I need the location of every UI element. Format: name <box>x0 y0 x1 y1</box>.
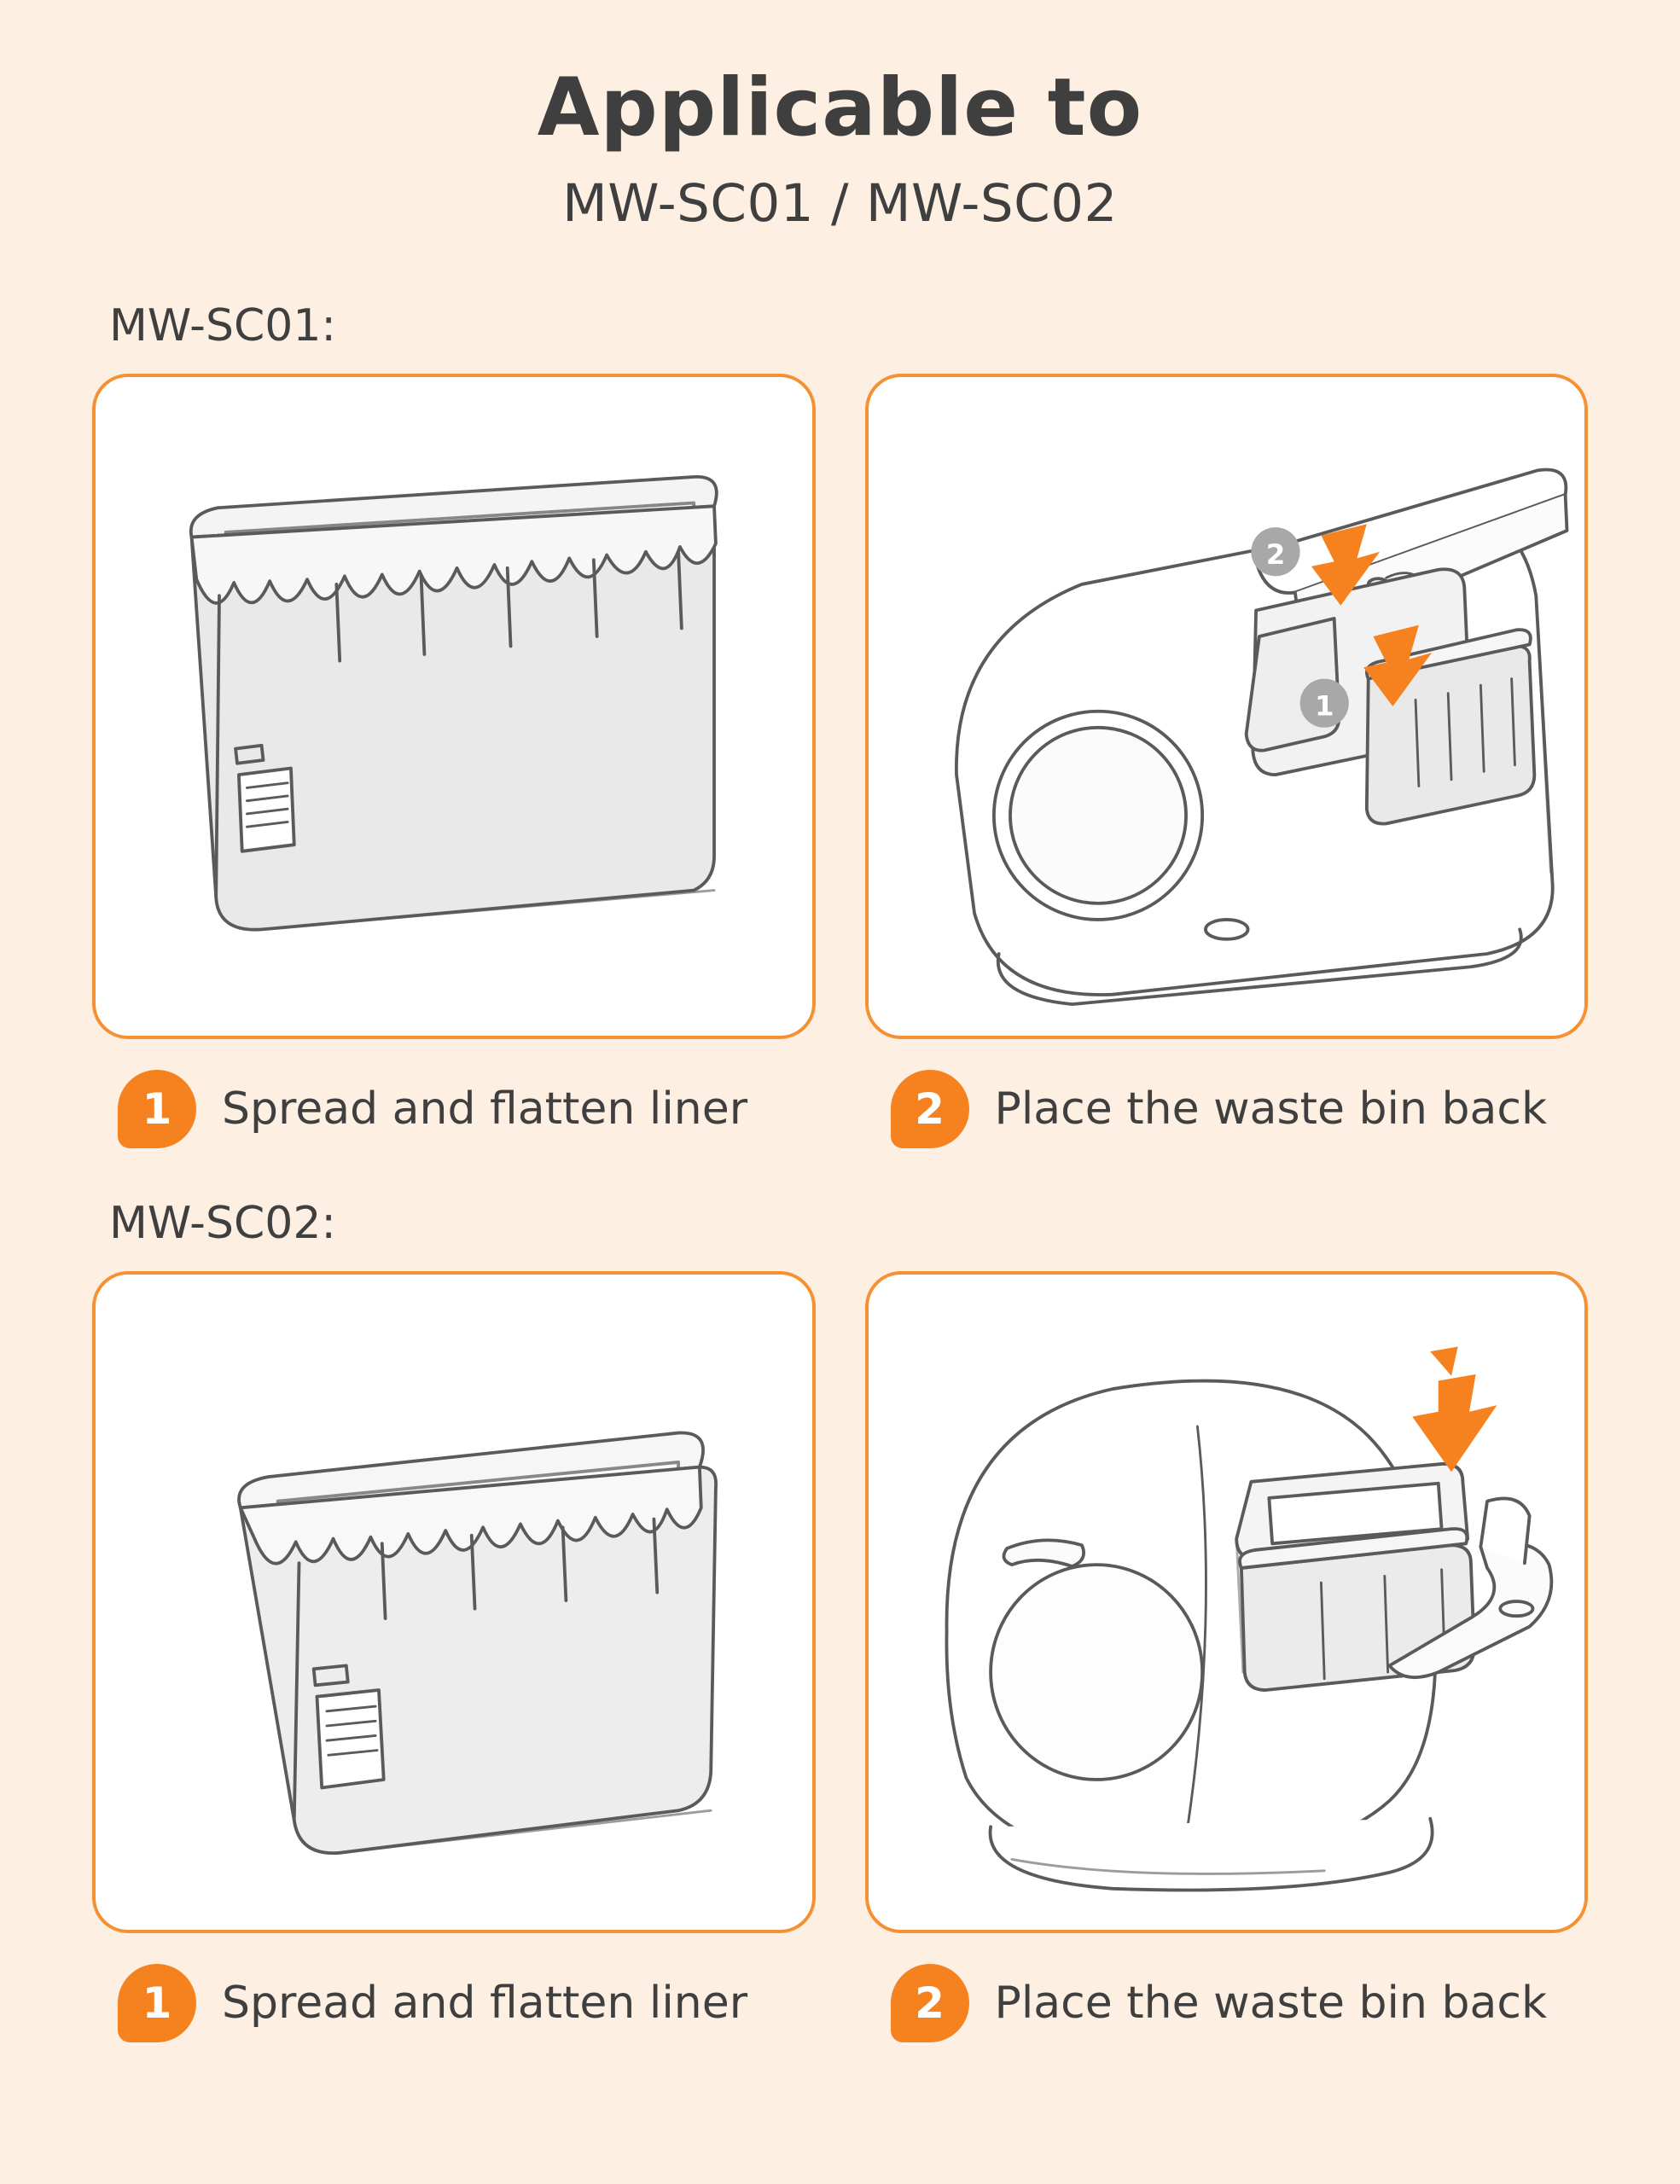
caption-text-sc02-step1: Spread and flatten liner <box>222 1977 748 2029</box>
step-badge-1: 1 <box>118 1964 196 2042</box>
step-badge-2: 2 <box>891 1070 969 1148</box>
card-sc02-step1 <box>92 1271 816 1933</box>
caption-sc01-step1 <box>92 1070 816 1148</box>
step-marker-2-icon <box>1251 527 1299 576</box>
caption-row-sc01 <box>92 1070 1588 1148</box>
robot-litter-box-insert-bin-illustration <box>869 1275 1585 1930</box>
step-badge-1: 1 <box>118 1070 196 1148</box>
section-label-sc01: MW-SC01: <box>109 299 336 351</box>
caption-text-sc01-step1: Spread and flatten liner <box>222 1083 748 1135</box>
svg-text:1: 1 <box>1314 689 1334 723</box>
insert-arrow-icon <box>1412 1346 1497 1472</box>
robot-litter-box-insert-bin-illustration <box>869 377 1585 1036</box>
page-subtitle: MW-SC01 / MW-SC02 <box>562 172 1118 234</box>
card-row-sc01 <box>92 374 1588 1039</box>
caption-sc02-step2 <box>865 1964 1589 2042</box>
svg-text:2: 2 <box>1265 537 1285 571</box>
step-marker-1-icon <box>1299 678 1348 727</box>
page-title: Applicable to <box>537 61 1143 154</box>
card-sc02-step2 <box>865 1271 1589 1933</box>
caption-text-sc01-step2: Place the waste bin back <box>994 1083 1548 1135</box>
header <box>0 0 1680 234</box>
card-sc01-step2 <box>865 374 1589 1039</box>
caption-text-sc02-step2: Place the waste bin back <box>994 1977 1548 2029</box>
card-sc01-step1 <box>92 374 816 1039</box>
caption-row-sc02 <box>92 1964 1588 2042</box>
card-row-sc02 <box>92 1271 1588 1933</box>
caption-sc01-step2 <box>865 1070 1589 1148</box>
step-badge-2: 2 <box>891 1964 969 2042</box>
waste-bin-with-liner-illustration <box>96 377 812 1036</box>
caption-sc02-step1 <box>92 1964 816 2042</box>
section-label-sc02: MW-SC02: <box>109 1197 336 1249</box>
waste-bin-with-liner-illustration <box>96 1275 812 1930</box>
